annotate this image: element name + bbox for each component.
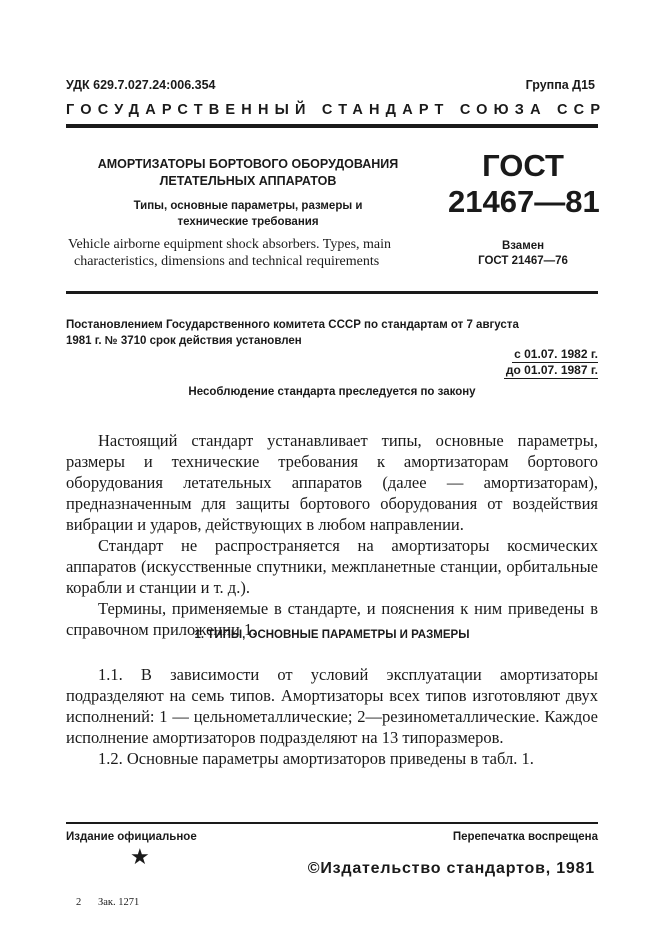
intro-paragraph-1: Настоящий стандарт устанавливает типы, основные параметры, размеры и технические требования к амортизаторам бортового оборудования летательных аппаратов (далее — амортизаторам), предназначенным для защиты бортового оборудования от воздействия вибрации и ударов, действующих в любом направлении. [66,431,598,534]
order-number: Зак. 1271 [98,897,140,908]
group-code: Группа Д15 [525,78,595,92]
state-standard-banner: ГОСУДАРСТВЕННЫЙ СТАНДАРТ СОЮЗА ССР [66,102,607,118]
subtitle-line-1: Типы, основные параметры, размеры и [133,200,363,212]
law-warning: Несоблюдение стандарта преследуется по закону [188,386,476,398]
title-line-2: ЛЕТАТЕЛЬНЫХ АППАРАТОВ [159,174,337,188]
reprint-prohibited: Перепечатка воспрещена [452,831,598,843]
star-icon: ★ [130,845,150,870]
replaces-value: ГОСТ 21467—76 [478,255,568,267]
document-title [66,156,430,190]
validity-to: до 01.07. 1987 г. [505,363,598,377]
english-line-1: Vehicle airborne equipment shock absorbers. Types, main [68,237,392,252]
english-line-2: characteristics, dimensions and technical requirements [74,254,380,269]
footer-rule [66,822,598,824]
section-1-heading: 1. ТИПЫ, ОСНОВНЫЕ ПАРАМЕТРЫ И РАЗМЕРЫ [194,629,470,641]
gost-number: 21467—81 [448,184,600,219]
english-title [68,236,432,270]
decree-line-1: Постановлением Государственного комитета СССР по стандартам от 7 августа [66,319,519,331]
udk-code: УДК 629.7.027.24:006.354 [66,78,216,92]
clause-1-2: 1.2. Основные параметры амортизаторов приведены в табл. 1. [98,749,534,768]
official-edition: Издание официальное [66,831,197,843]
replaces-label: Взамен [501,240,545,252]
subtitle-line-2: технические требования [177,216,319,228]
intro-paragraph-3: Термины, применяемые в стандарте, и пояснения к ним приведены в справочном приложении 1. [66,599,598,639]
gost-label: ГОСТ [482,148,564,183]
intro-text [66,430,598,640]
decree-line-2: 1981 г. № 3710 срок действия установлен [66,335,302,347]
intro-paragraph-2: Стандарт не распространяется на амортизаторы космических аппаратов (искусственные спутники, межпланетные станции, орбитальные корабли и станции и т. д.). [66,536,598,597]
clause-1-1: 1.1. В зависимости от условий эксплуатации амортизаторы подразделяют на семь типов. Амортизаторы всех типов изготовляют двух исполнений: 1 — цельнометаллические; 2—резинометаллические. Каждое исполнение амортизаторов подразделяют на 13 типоразмеров. [66,665,598,747]
title-rule [66,291,598,294]
copyright: ©Издательство стандартов, 1981 [307,860,595,877]
title-line-1: АМОРТИЗАТОРЫ БОРТОВОГО ОБОРУДОВАНИЯ [97,157,399,171]
page-number: 2 [76,897,82,908]
section-1-text [66,664,598,769]
top-rule [66,124,598,128]
document-subtitle [66,198,430,230]
validity-from: с 01.07. 1982 г. [514,347,598,361]
